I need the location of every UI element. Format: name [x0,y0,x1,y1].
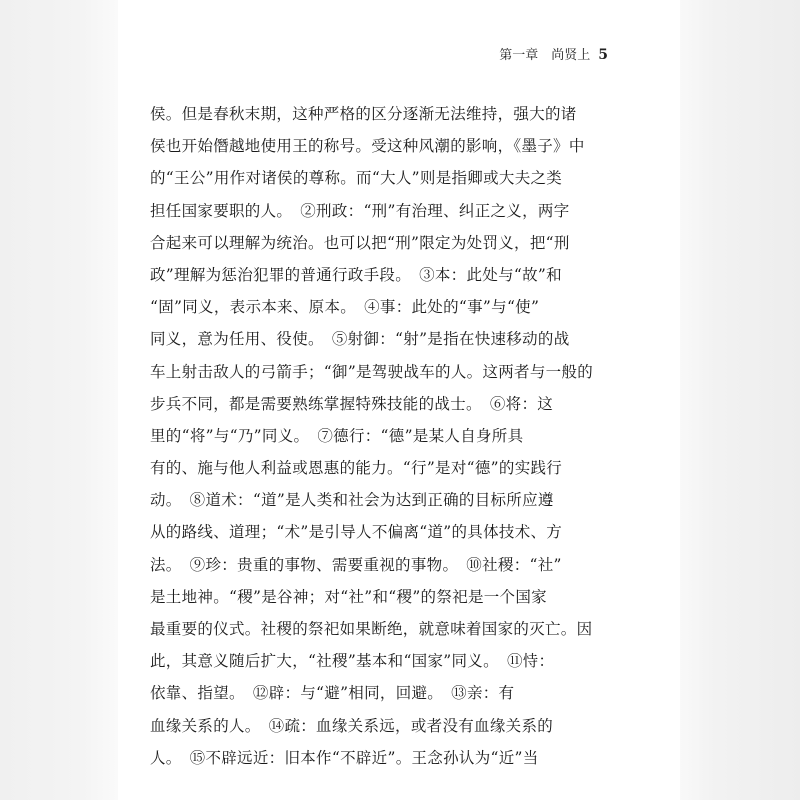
chapter-title: 第一章 尚贤上 [499,48,591,63]
text-line: 动。 ⑧道术：“道”是人类和社会为达到正确的目标所应遵 [150,491,554,510]
text-line: 血缘关系的人。 ⑭疏：血缘关系远，或者没有血缘关系的 [150,716,554,735]
page-body-text [150,98,610,774]
running-header [118,44,680,63]
text-line: 政”理解为惩治犯罪的普通行政手段。 ③本：此处与“故”和 [150,265,562,284]
text-line: 侯也开始僭越地使用王的称号。受这种风潮的影响，《墨子》中 [150,137,585,156]
text-line: 依靠、指望。 ⑫辟：与“避”相同，回避。 ⑬亲：有 [150,684,515,703]
text-line: 同义，意为任用、役使。 ⑤射御：“射”是指在快速移动的战 [150,330,570,349]
text-line: 车上射击敌人的弓箭手；“御”是驾驶战车的人。这两者与一般的 [150,362,594,381]
text-line: 人。 ⑮不辟远近：旧本作“不辟近”。王念孙认为“近”当 [150,748,539,767]
text-line: 从的路线、道理；“术”是引导人不偏离“道”的具体技术、方 [150,523,563,542]
text-line: 法。 ⑨珍：贵重的事物、需要重视的事物。 ⑩社稷：“社” [150,555,562,574]
text-line: 担任国家要职的人。 ②刑政：“刑”有治理、纠正之义，两字 [150,201,570,220]
text-line: 侯。但是春秋末期，这种严格的区分逐渐无法维持，强大的诸 [150,105,577,123]
right-margin-shadow [680,0,800,800]
page-number: 5 [598,47,608,63]
text-line: “固”同义，表示本来、原本。 ④事：此处的“事”与“使” [150,298,540,317]
text-line: 有的、施与他人利益或恩惠的能力。“行”是对“德”的实践行 [150,459,563,478]
text-line: 步兵不同，都是需要熟练掌握特殊技能的战士。 ⑥将：这 [150,394,554,413]
text-line: 里的“将”与“乃”同义。 ⑦德行：“德”是某人自身所具 [150,426,524,445]
left-margin-shadow [0,0,118,800]
text-line: 合起来可以理解为统治。也可以把“刑”限定为处罚义，把“刑 [150,233,570,252]
text-line: 的“王公”用作对诸侯的尊称。而“大人”则是指卿或大夫之类 [150,169,563,188]
text-line: 是土地神。“稷”是谷神；对“社”和“稷”的祭祀是一个国家 [150,587,547,606]
text-line: 最重要的仪式。社稷的祭祀如果断绝，就意味着国家的灭亡。因 [150,620,593,638]
text-line: 此，其意义随后扩大，“社稷”基本和“国家”同义。 ⑪恃： [150,652,555,671]
